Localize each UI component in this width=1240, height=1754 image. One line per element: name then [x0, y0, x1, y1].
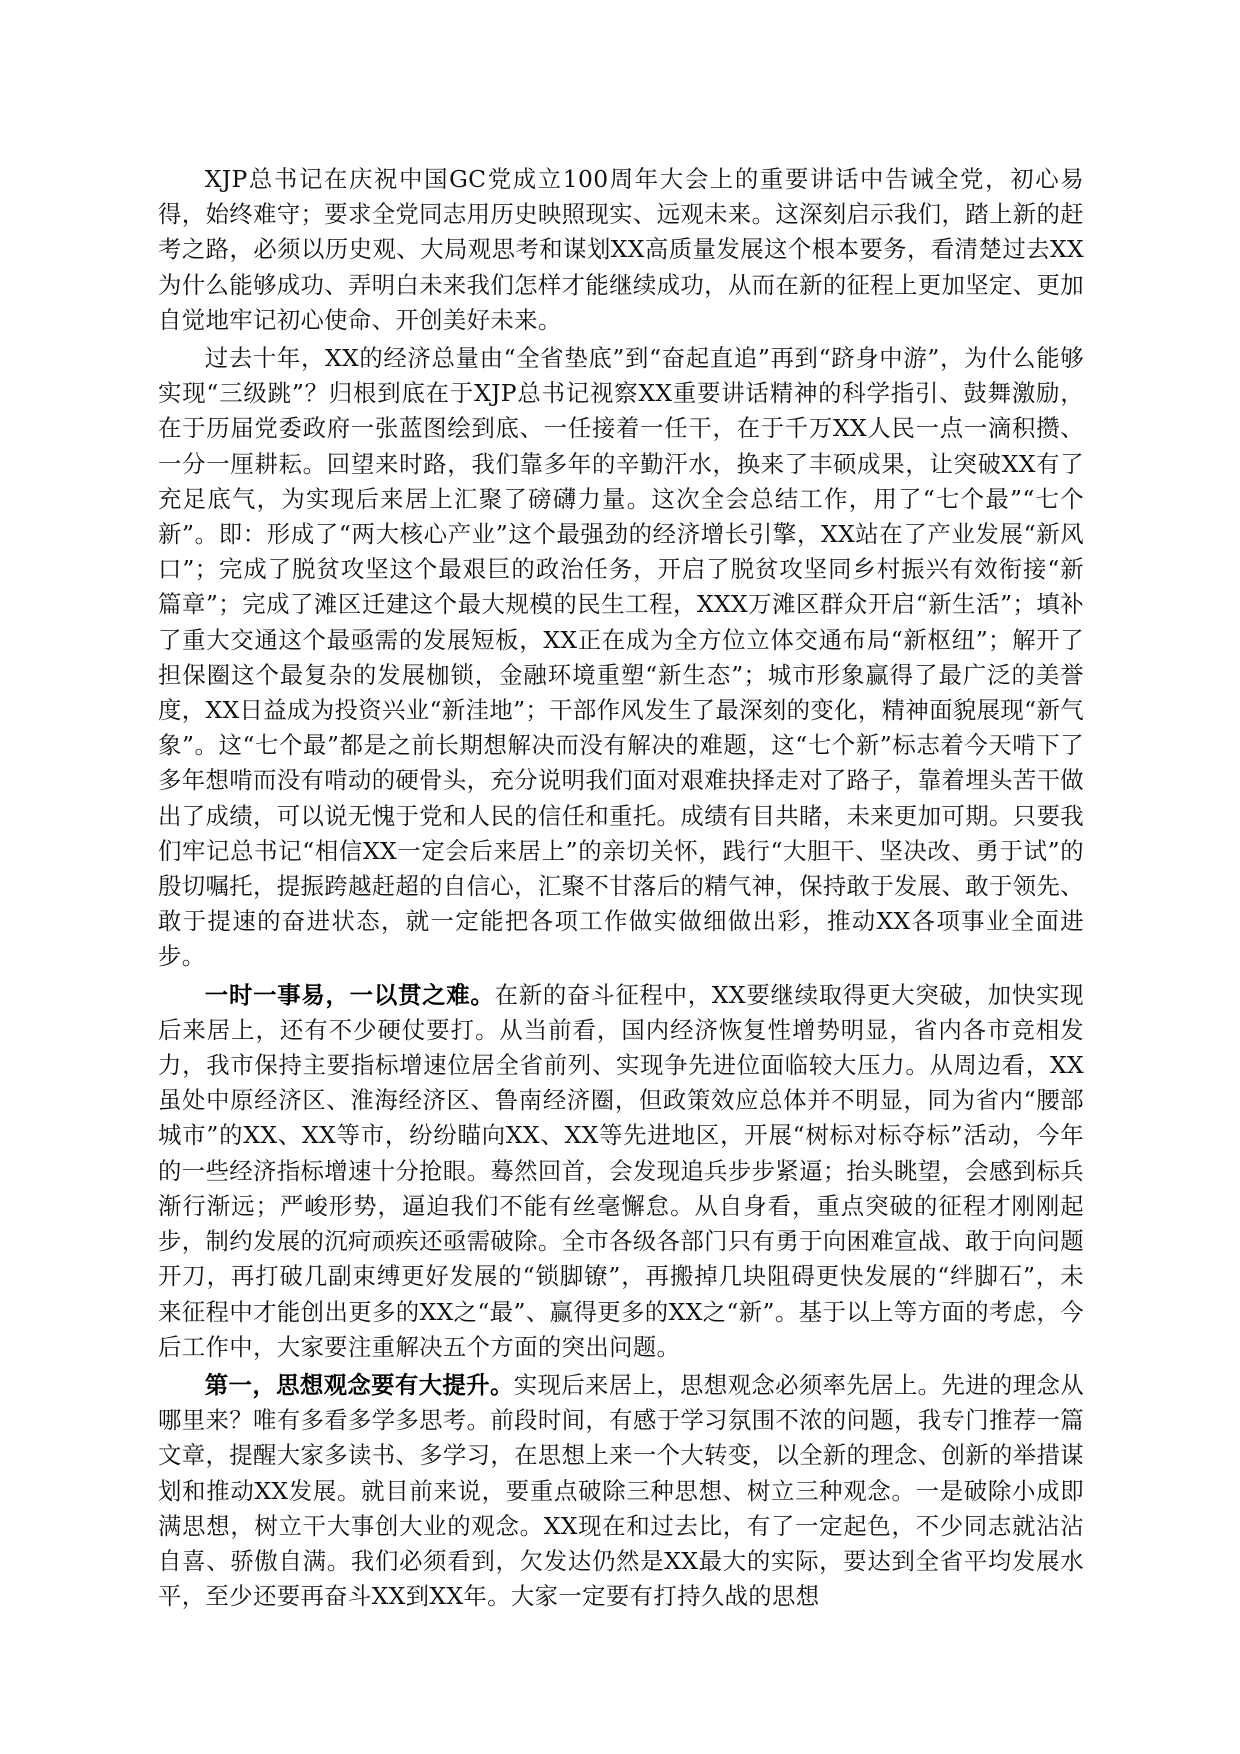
- paragraph-challenges: [158, 978, 1084, 1365]
- paragraph-challenges-text: 在新的奋斗征程中，XX要继续取得更大突破，加快实现后来居上，还有不少硬仗要打。从当前看，国内经济恢复性增势明显，省内各市竞相发力，我市保持主要指标增速位居全省前列、实现争先进位面临较大压力。从周边看，XX虽处中原经济区、淮海经济区、鲁南经济圈，但政策效应总体并不明显，同为省内“腰部城市”的XX、XX等市，纷纷瞄向XX、XX等先进地区，开展“树标对标夺标”活动，今年的一些经济指标增速十分抢眼。蓦然回首，会发现追兵步步紧逼；抬头眺望，会感到标兵渐行渐远；严峻形势，逼迫我们不能有丝毫懈怠。从自身看，重点突破的征程才刚刚起步，制约发展的沉疴顽疾还亟需破除。全市各级各部门只有勇于向困难宣战、敢于向问题开刀，再打破几副束缚更好发展的“锁脚镣”，再搬掉几块阻碍更快发展的“绊脚石”，未来征程中才能创出更多的XX之“最”、赢得更多的XX之“新”。基于以上等方面的考虑，今后工作中，大家要注重解决五个方面的突出问题。: [158, 980, 1084, 1361]
- paragraph-intro-text: XJP总书记在庆祝中国GC党成立100周年大会上的重要讲话中告诫全党，初心易得，始终难守；要求全党同志用历史映照现实、远观未来。这深刻启示我们，踏上新的赶考之路，必须以历史观、大局观思考和谋划XX高质量发展这个根本要务，看清楚过去XX为什么能够成功、弄明白未来我们怎样才能继续成功，从而在新的征程上更加坚定、更加自觉地牢记初心使命、开创美好未来。: [158, 165, 1084, 334]
- paragraph-achievements-text: 过去十年，XX的经济总量由“全省垫底”到“奋起直追”再到“跻身中游”，为什么能够实现“三级跳”？归根到底在于XJP总书记视察XX重要讲话精神的科学指引、鼓舞激励，在于历届党委政府一张蓝图绘到底、一任接着一任干，在于千万XX人民一点一滴积攒、一分一厘耕耘。回望来时路，我们靠多年的辛勤汗水，换来了丰硕成果，让突破XX有了充足底气，为实现后来居上汇聚了磅礴力量。这次全会总结工作，用了“七个最”“七个新”。即：形成了“两大核心产业”这个最强劲的经济增长引擎，XX站在了产业发展“新风口”；完成了脱贫攻坚这个最艰巨的政治任务，开启了脱贫攻坚同乡村振兴有效衔接“新篇章”；完成了滩区迁建这个最大规模的民生工程，XXX万滩区群众开启“新生活”；填补了重大交通这个最亟需的发展短板，XX正在成为全方位立体交通布局“新枢纽”；解开了担保圈这个最复杂的发展枷锁，金融环境重塑“新生态”；城市形象赢得了最广泛的美誉度，XX日益成为投资兴业“新洼地”；干部作风发生了最深刻的变化，精神面貌展现“新气象”。这“七个最”都是之前长期想解决而没有解决的难题，这“七个新”标志着今天啃下了多年想啃而没有啃动的硬骨头，充分说明我们面对艰难抉择走对了路子，靠着埋头苦干做出了成绩，可以说无愧于党和人民的信任和重托。成绩有目共睹，未来更加可期。只要我们牢记总书记“相信XX一定会后来居上”的亲切关怀，践行“大胆干、坚决改、勇于试”的殷切嘱托，提振跨越赶超的自信心，汇聚不甘落后的精气神，保持敢于发展、敢于领先、敢于提速的奋进状态，就一定能把各项工作做实做细做出彩，推动XX各项事业全面进步。: [158, 344, 1084, 971]
- paragraph-first-point: [158, 1368, 1084, 1614]
- document-body: [158, 162, 1084, 1617]
- paragraph-intro: [158, 162, 1084, 338]
- paragraph-challenges-lead: 一时一事易，一以贯之难。: [204, 980, 495, 1009]
- paragraph-first-point-lead: 第一，思想观念要有大提升。: [204, 1370, 514, 1399]
- paragraph-first-point-text: 实现后来居上，思想观念必须率先居上。先进的理念从哪里来？唯有多看多学多思考。前段时间，有感于学习氛围不浓的问题，我专门推荐一篇文章，提醒大家多读书、多学习，在思想上来一个大转变，以全新的理念、创新的举措谋划和推动XX发展。就目前来说，要重点破除三种思想、树立三种观念。一是破除小成即满思想，树立干大事创大业的观念。XX现在和过去比，有了一定起色，不少同志就沾沾自喜、骄傲自满。我们必须看到，欠发达仍然是XX最大的实际，要达到全省平均发展水平，至少还要再奋斗XX到XX年。大家一定要有打持久战的思想: [158, 1370, 1084, 1611]
- paragraph-achievements: [158, 341, 1084, 975]
